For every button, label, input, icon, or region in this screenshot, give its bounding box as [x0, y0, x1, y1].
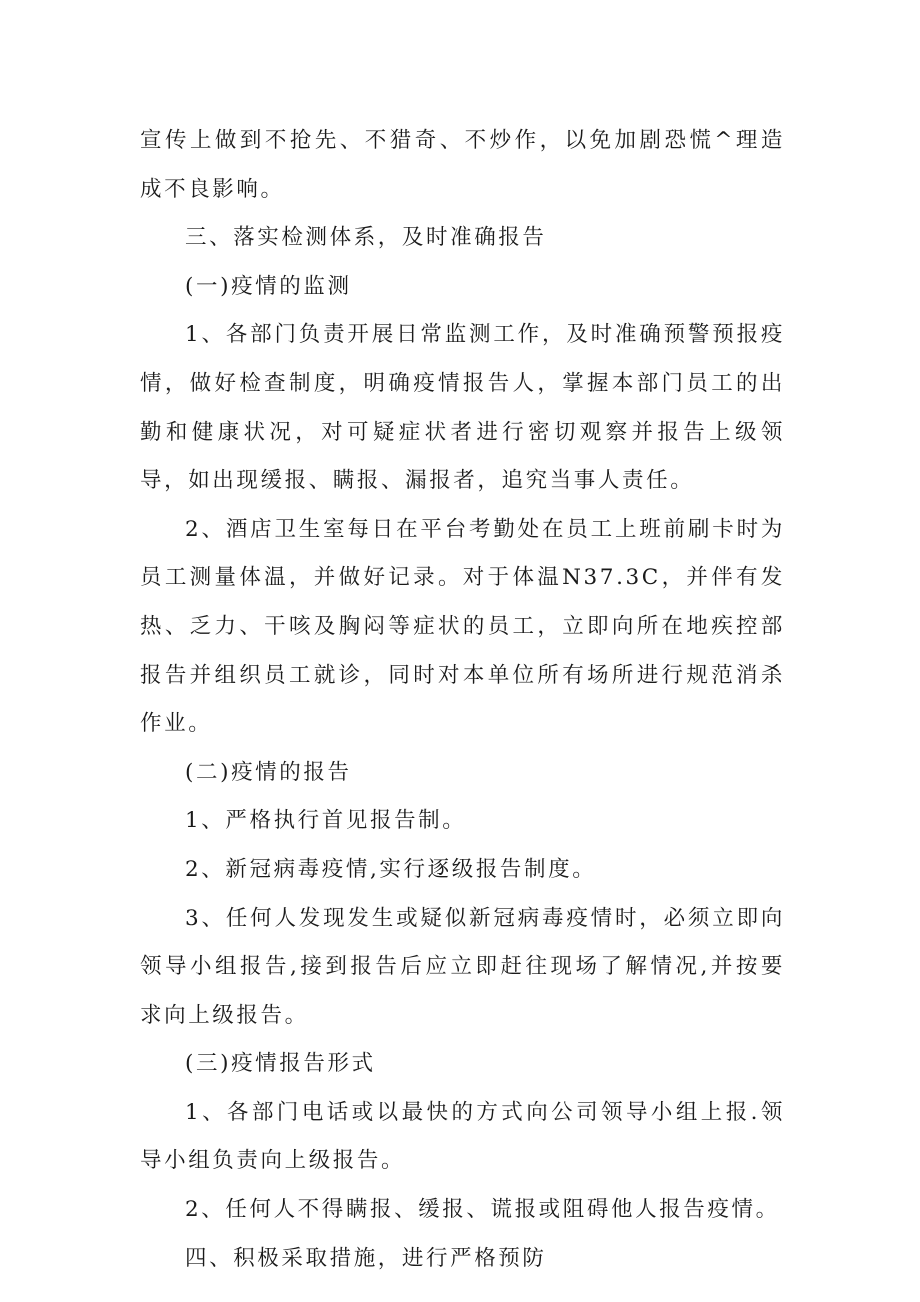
section-heading-3: 三、落实检测体系，及时准确报告 — [185, 225, 547, 251]
subsection-heading-reporting: (二)疫情的报告 — [185, 759, 352, 785]
paragraph-monitoring-1: 1、各部门负责开展日常监测工作，及时准确预警预报疫情，做好检查制度，明确疫情报告人，掌握本部门员工的出勤和健康状况，对可疑症状者进行密切观察并报告上级领导，如出现缓报、瞒报、漏报者，追究当事人责任。 — [140, 322, 785, 494]
paragraph-continuation: 宣传上做到不抢先、不猎奇、不炒作，以免加剧恐慌^理造成不良影响。 — [140, 128, 785, 202]
document-body — [140, 117, 785, 1283]
subsection-heading-report-form: (三)疫情报告形式 — [185, 1051, 376, 1077]
paragraph-reporting-1: 1、严格执行首见报告制。 — [185, 808, 467, 834]
paragraph-reporting-2: 2、新冠病毒疫情,实行逐级报告制度。 — [185, 856, 597, 882]
paragraph-reporting-3: 3、任何人发现发生或疑似新冠病毒疫情时，必须立即向领导小组报告,接到报告后应立即赶往现场了解情况,并按要求向上级报告。 — [140, 905, 785, 1028]
paragraph-report-form-2: 2、任何人不得瞒报、缓报、谎报或阻碍他人报告疫情。 — [185, 1197, 780, 1223]
paragraph-report-form-1: 1、各部门电话或以最快的方式向公司领导小组上报.领导小组负责向上级报告。 — [140, 1099, 785, 1174]
section-heading-4: 四、积极采取措施，进行严格预防 — [185, 1245, 547, 1271]
paragraph-monitoring-2: 2、酒店卫生室每日在平台考勤处在员工上班前刷卡时为员工测量体温，并做好记录。对于体温N37.3C，并伴有发热、乏力、干咳及胸闷等症状的员工，立即向所在地疾控部报告并组织员工就诊，同时对本单位所有场所进行规范消杀作业。 — [140, 516, 785, 737]
subsection-heading-monitoring: (一)疫情的监测 — [185, 273, 352, 299]
